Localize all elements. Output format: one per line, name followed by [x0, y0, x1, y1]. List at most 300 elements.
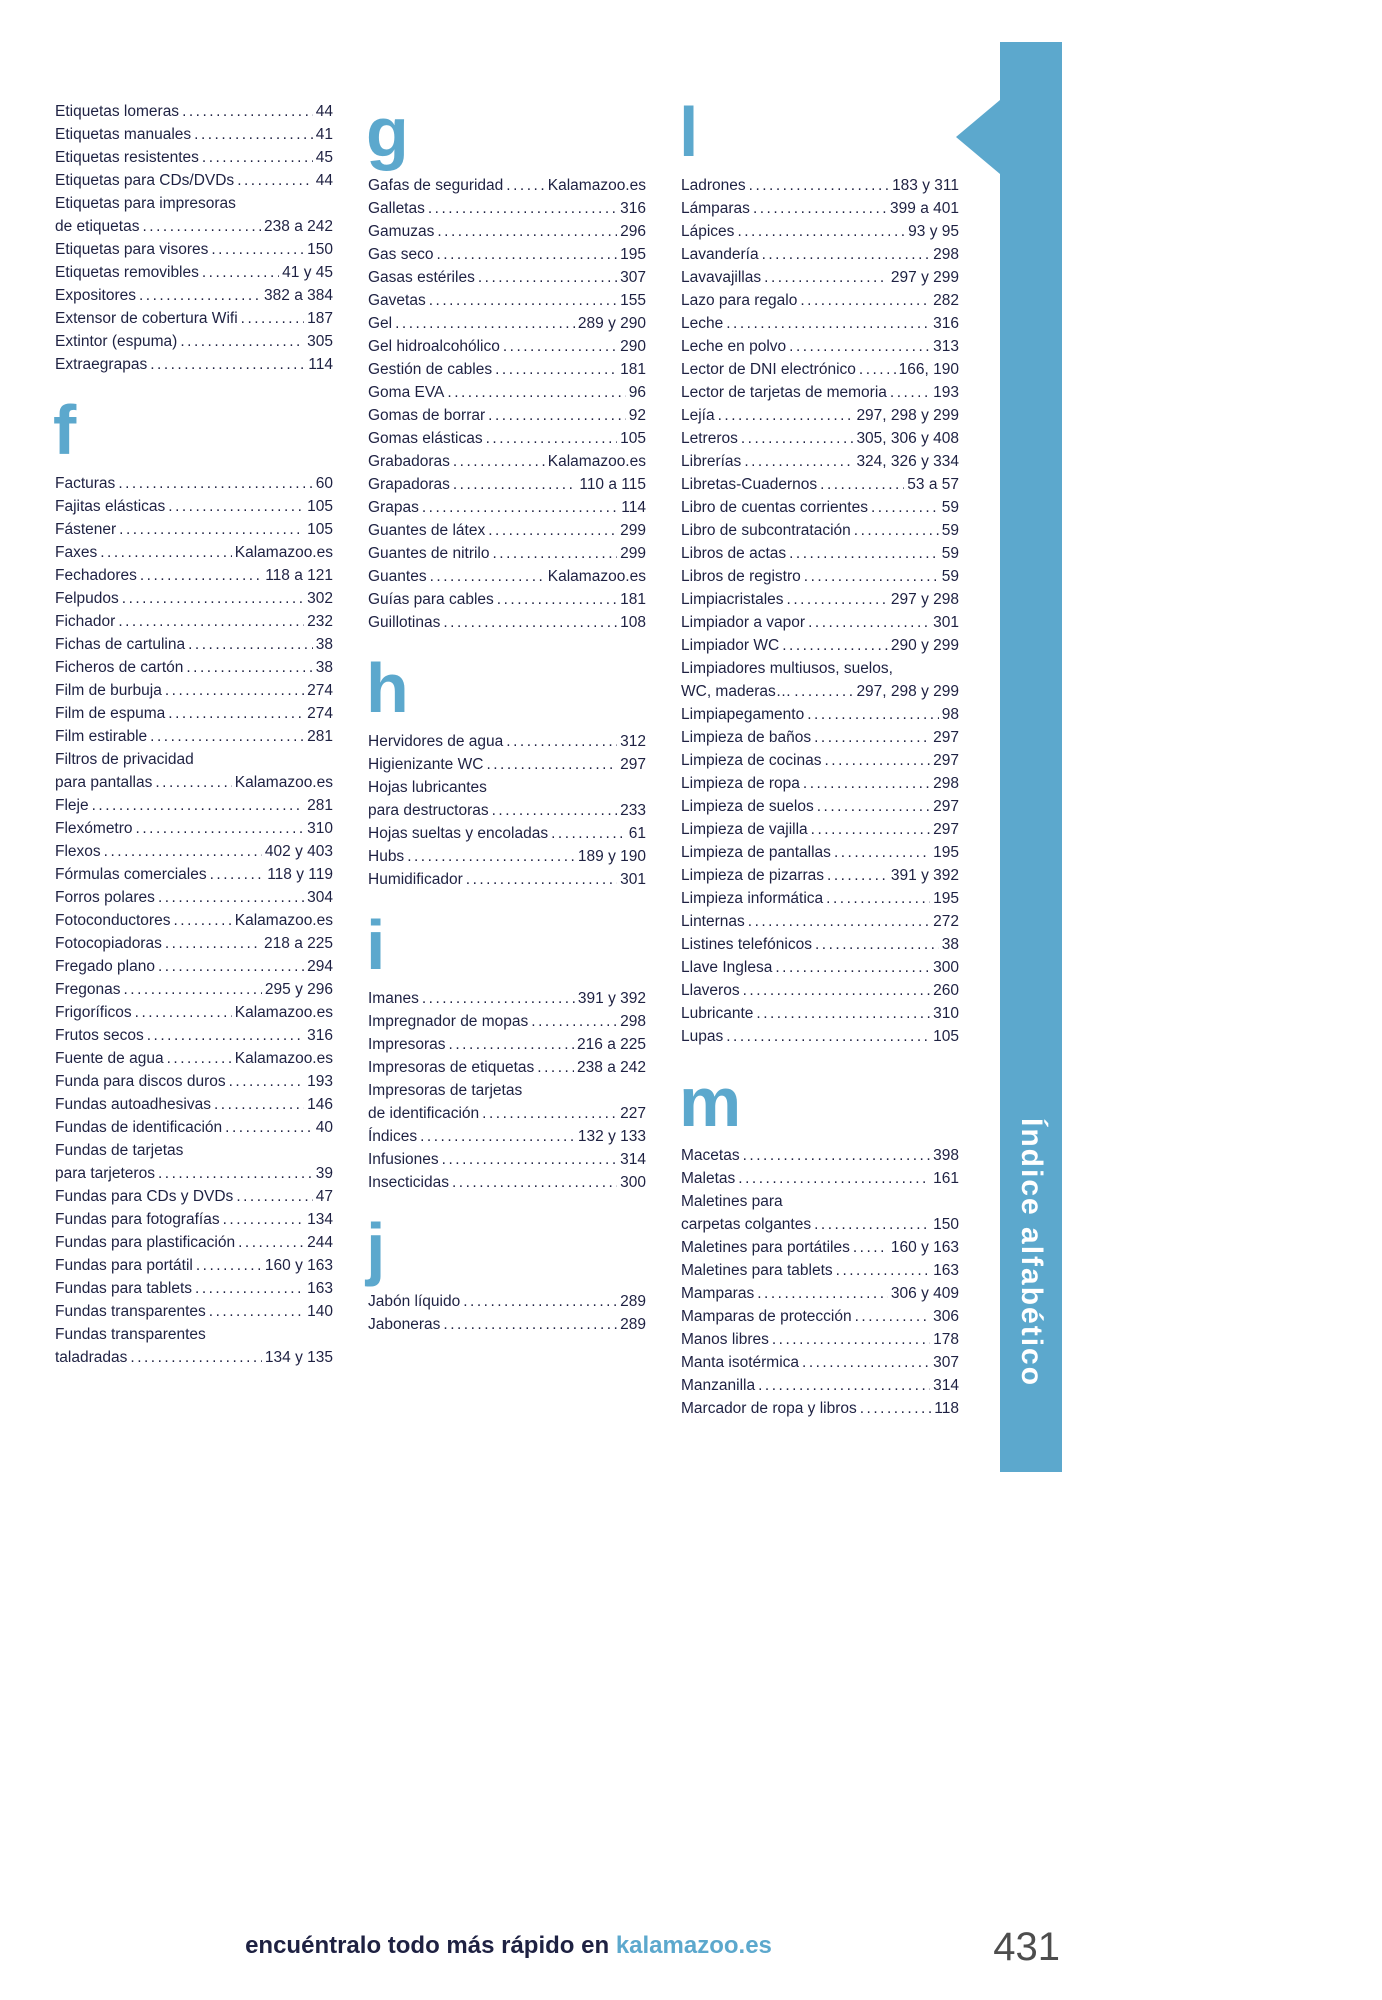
entry-label: Manta isotérmica: [681, 1354, 800, 1371]
index-entry: [368, 381, 646, 404]
entry-page-reference: 53 a 57: [907, 476, 959, 493]
entry-page-reference: 306: [933, 1308, 959, 1325]
dot-leader: [814, 1213, 930, 1236]
entry-page-reference: 134: [307, 1211, 333, 1228]
dot-leader: [800, 289, 930, 312]
index-entry: [55, 330, 333, 353]
index-entry: [55, 518, 333, 541]
entry-label: Gafas de seguridad: [368, 177, 504, 194]
index-entry: [55, 817, 333, 840]
entry-label: Limpiapegamento: [681, 706, 805, 723]
entry-page-reference: 300: [620, 1174, 646, 1191]
entry-page-reference: 160 y 163: [890, 1239, 959, 1256]
footer-tagline: [55, 1932, 962, 1960]
entry-page-reference: 163: [307, 1280, 333, 1297]
dot-leader: [452, 1171, 617, 1194]
index-entry: [681, 1236, 959, 1259]
entry-page-reference: 193: [307, 1073, 333, 1090]
entry-page-reference: 181: [620, 591, 646, 608]
entry-label: Frutos secos: [55, 1027, 144, 1044]
entry-page-reference: 166, 190: [898, 361, 959, 378]
dot-leader: [165, 679, 304, 702]
index-entry: [681, 1167, 959, 1190]
entry-page-reference: 316: [620, 200, 646, 217]
entry-label: Leche: [681, 315, 724, 332]
dot-leader: [150, 725, 304, 748]
entry-label: Impregnador de mopas: [368, 1013, 529, 1030]
index-entry: [368, 1148, 646, 1171]
entry-label: Flexómetro: [55, 820, 133, 837]
index-entry: [681, 1374, 959, 1397]
dot-leader: [726, 312, 930, 335]
index-entry: [55, 495, 333, 518]
footer-site-link[interactable]: kalamazoo.es: [615, 1932, 772, 1959]
index-entry: [681, 1144, 959, 1167]
sidebar-vertical-label: Índice alfabético: [1015, 1117, 1048, 1387]
entry-page-reference: Kalamazoo.es: [234, 1050, 333, 1067]
entry-label: Ficheros de cartón: [55, 659, 184, 676]
dot-leader: [447, 381, 625, 404]
dot-leader: [194, 123, 313, 146]
section-letter: h: [366, 649, 409, 727]
index-entry: [681, 565, 959, 588]
entry-label: Etiquetas para visores: [55, 241, 209, 258]
entry-label: Lámparas: [681, 200, 750, 217]
dot-leader: [188, 633, 313, 656]
dot-leader: [738, 1167, 930, 1190]
entry-page-reference: 298: [620, 1013, 646, 1030]
dot-leader: [815, 933, 939, 956]
dot-leader: [142, 215, 261, 238]
index-entry: [368, 197, 646, 220]
entry-label: Limpieza de vajilla: [681, 821, 808, 838]
entry-label: Mamparas de protección: [681, 1308, 852, 1325]
index-entry: [681, 1025, 959, 1048]
dot-leader: [443, 611, 617, 634]
entry-label: Fundas de identificación: [55, 1119, 223, 1136]
index-entry: [681, 381, 959, 404]
index-entry: [368, 1313, 646, 1336]
entry-label: Fichador: [55, 613, 116, 630]
dot-leader: [436, 243, 617, 266]
index-entry: [55, 978, 333, 1001]
entry-label: Lavavajillas: [681, 269, 762, 286]
entry-label: Film de burbuja: [55, 682, 162, 699]
entry-label: Maletines para portátiles: [681, 1239, 850, 1256]
dot-leader: [789, 335, 930, 358]
entry-page-reference: 105: [307, 521, 333, 538]
entry-page-reference: 297, 298 y 299: [856, 683, 959, 700]
entry-page-reference: 238 a 242: [577, 1059, 646, 1076]
dot-leader: [420, 1125, 575, 1148]
dot-leader: [135, 1001, 232, 1024]
index-entry: [368, 753, 646, 776]
entry-label: Felpudos: [55, 590, 119, 607]
entry-label: de etiquetas: [55, 218, 140, 235]
entry-label: Gas seco: [368, 246, 434, 263]
entry-label: Extensor de cobertura Wifi: [55, 310, 238, 327]
entry-page-reference: 297: [933, 752, 959, 769]
entry-label: Etiquetas resistentes: [55, 149, 199, 166]
entry-page-reference: 305: [307, 333, 333, 350]
dot-leader: [826, 887, 930, 910]
entry-page-reference: 93 y 95: [908, 223, 959, 240]
entry-label: Fundas autoadhesivas: [55, 1096, 211, 1113]
dot-leader: [506, 174, 544, 197]
entry-page-reference: 300: [933, 959, 959, 976]
entry-label: Lector de DNI electrónico: [681, 361, 856, 378]
entry-label: Faxes: [55, 544, 98, 561]
dot-leader: [890, 381, 930, 404]
index-entry: [681, 1328, 959, 1351]
dot-leader: [537, 1056, 574, 1079]
entry-label: Fregonas: [55, 981, 121, 998]
index-entry: [55, 353, 333, 376]
index-entry: [681, 1190, 959, 1236]
index-entry: [55, 564, 333, 587]
entry-page-reference: 178: [933, 1331, 959, 1348]
entry-label: Limpieza de pantallas: [681, 844, 831, 861]
entry-label: Guías para cables: [368, 591, 494, 608]
entry-page-reference: 114: [308, 356, 333, 373]
entry-label: Insecticidas: [368, 1174, 449, 1191]
entry-page-reference: 297 y 298: [890, 591, 959, 608]
entry-label: Galletas: [368, 200, 425, 217]
entry-label: Lazo para regalo: [681, 292, 798, 309]
entry-page-reference: 189 y 190: [577, 848, 646, 865]
dot-leader: [150, 353, 305, 376]
index-entry: [55, 748, 333, 794]
entry-label: Infusiones: [368, 1151, 439, 1168]
dot-leader: [789, 542, 939, 565]
index-entry: [368, 1171, 646, 1194]
entry-label: Mamparas: [681, 1285, 755, 1302]
dot-leader: [158, 1162, 313, 1185]
entry-label: Linternas: [681, 913, 745, 930]
entry-label-line1: Impresoras de tarjetas: [368, 1082, 523, 1099]
index-entry: [681, 795, 959, 818]
entry-label: Limpieza de cocinas: [681, 752, 822, 769]
index-entry: [55, 307, 333, 330]
entry-label: para tarjeteros: [55, 1165, 155, 1182]
dot-leader: [92, 794, 305, 817]
entry-label: WC, maderas…: [681, 683, 792, 700]
entry-page-reference: 118: [934, 1400, 959, 1417]
index-entry: [681, 1002, 959, 1025]
dot-leader: [211, 238, 304, 261]
index-column: [366, 93, 646, 1336]
index-entry: [681, 542, 959, 565]
dot-leader: [794, 680, 853, 703]
entry-label: Imanes: [368, 990, 419, 1007]
entry-label: Hojas sueltas y encoladas: [368, 825, 549, 842]
index-entry: [55, 656, 333, 679]
index-entry: [368, 1010, 646, 1033]
dot-leader: [495, 358, 617, 381]
entry-page-reference: 391 y 392: [577, 990, 646, 1007]
entry-label: Libros de registro: [681, 568, 801, 585]
index-entry: [681, 404, 959, 427]
entry-label: Expositores: [55, 287, 136, 304]
entry-label: Extintor (espuma): [55, 333, 178, 350]
entry-label: Lubricante: [681, 1005, 754, 1022]
dot-leader: [195, 1277, 304, 1300]
index-entry: [681, 174, 959, 197]
dot-leader: [787, 588, 888, 611]
dot-leader: [531, 1010, 617, 1033]
entry-label: Fotoconductores: [55, 912, 171, 929]
entry-label: Ladrones: [681, 177, 746, 194]
dot-leader: [140, 564, 262, 587]
index-entry: [368, 845, 646, 868]
entry-label: Extraegrapas: [55, 356, 148, 373]
entry-page-reference: 146: [307, 1096, 333, 1113]
entry-label: Impresoras: [368, 1036, 446, 1053]
dot-leader: [449, 1033, 575, 1056]
entry-page-reference: 38: [315, 636, 333, 653]
entry-page-reference: 312: [620, 733, 646, 750]
entry-label: Fichas de cartulina: [55, 636, 186, 653]
dot-leader: [225, 1116, 313, 1139]
dot-leader: [443, 1313, 617, 1336]
index-entry: [55, 238, 333, 261]
index-entry: [55, 1300, 333, 1323]
entry-label: Listines telefónicos: [681, 936, 812, 953]
entry-page-reference: Kalamazoo.es: [234, 912, 333, 929]
entry-label: Etiquetas manuales: [55, 126, 192, 143]
entry-page-reference: 244: [307, 1234, 333, 1251]
entry-page-reference: 108: [620, 614, 646, 631]
dot-leader: [741, 427, 854, 450]
dot-leader: [497, 588, 617, 611]
index-entry: [681, 726, 959, 749]
entry-label: Etiquetas removibles: [55, 264, 199, 281]
entry-page-reference: 298: [933, 246, 959, 263]
entry-page-reference: 105: [307, 498, 333, 515]
index-entry: [55, 146, 333, 169]
index-entry: [681, 496, 959, 519]
index-entry: [368, 335, 646, 358]
dot-leader: [437, 220, 617, 243]
tab-arrow-icon: [956, 100, 1000, 174]
index-entry: [681, 519, 959, 542]
entry-page-reference: 39: [315, 1165, 333, 1182]
entry-page-reference: 290: [620, 338, 646, 355]
entry-page-reference: 238 a 242: [264, 218, 333, 235]
entry-page-reference: 40: [315, 1119, 333, 1136]
entry-page-reference: 272: [933, 913, 959, 930]
dot-leader: [743, 979, 931, 1002]
dot-leader: [853, 1236, 888, 1259]
dot-leader: [429, 289, 617, 312]
dot-leader: [229, 1070, 305, 1093]
entry-label: Guillotinas: [368, 614, 441, 631]
dot-leader: [202, 146, 313, 169]
index-entry: [55, 1323, 333, 1369]
dot-leader: [158, 886, 304, 909]
entry-page-reference: Kalamazoo.es: [234, 544, 333, 561]
entry-label: Lavandería: [681, 246, 759, 263]
section-letter: i: [366, 906, 386, 984]
entry-page-reference: 274: [307, 682, 333, 699]
index-entry: [368, 404, 646, 427]
index-entry: [681, 933, 959, 956]
index-entry: [55, 1024, 333, 1047]
entry-label: carpetas colgantes: [681, 1216, 812, 1233]
dot-leader: [214, 1093, 304, 1116]
entry-page-reference: 187: [307, 310, 333, 327]
index-entry: [55, 1093, 333, 1116]
dot-leader: [551, 822, 626, 845]
entry-page-reference: 302: [307, 590, 333, 607]
entry-label: para destructoras: [368, 802, 489, 819]
entry-label: Libro de cuentas corrientes: [681, 499, 868, 516]
entry-page-reference: 181: [620, 361, 646, 378]
entry-label: Limpieza informática: [681, 890, 824, 907]
index-entry: [55, 679, 333, 702]
entry-label: Fuente de agua: [55, 1050, 164, 1067]
entry-page-reference: 114: [621, 499, 646, 516]
index-entry: [55, 169, 333, 192]
entry-page-reference: 233: [620, 802, 646, 819]
index-entry: [55, 192, 333, 238]
dot-leader: [486, 753, 617, 776]
dot-leader: [737, 220, 905, 243]
index-entry: [681, 243, 959, 266]
dot-leader: [430, 565, 545, 588]
entry-page-reference: Kalamazoo.es: [234, 774, 333, 791]
entry-page-reference: 163: [933, 1262, 959, 1279]
index-entry: [55, 1116, 333, 1139]
dot-leader: [814, 726, 930, 749]
index-column: [55, 100, 333, 1369]
dot-leader: [236, 1185, 312, 1208]
index-entry: [681, 335, 959, 358]
entry-page-reference: 160 y 163: [264, 1257, 333, 1274]
entry-label-line1: Fundas transparentes: [55, 1326, 206, 1343]
index-entry: [55, 1001, 333, 1024]
entry-page-reference: 61: [628, 825, 646, 842]
entry-label: Gasas estériles: [368, 269, 475, 286]
dot-leader: [718, 404, 854, 427]
index-entry: [368, 496, 646, 519]
dot-leader: [139, 284, 261, 307]
entry-page-reference: 260: [933, 982, 959, 999]
dot-leader: [223, 1208, 305, 1231]
dot-leader: [168, 702, 304, 725]
index-entry: [55, 932, 333, 955]
entry-page-reference: 105: [620, 430, 646, 447]
dot-leader: [180, 330, 304, 353]
index-entry: [681, 864, 959, 887]
index-entry: [681, 634, 959, 657]
entry-page-reference: 47: [315, 1188, 333, 1205]
index-entry: [681, 956, 959, 979]
entry-label: Marcador de ropa y libros: [681, 1400, 857, 1417]
dot-leader: [488, 519, 617, 542]
dot-leader: [407, 845, 575, 868]
entry-page-reference: 307: [933, 1354, 959, 1371]
entry-label: Fundas para tablets: [55, 1280, 193, 1297]
entry-label: Libro de subcontratación: [681, 522, 851, 539]
index-entry: [368, 588, 646, 611]
index-entry: [368, 542, 646, 565]
dot-leader: [836, 1259, 930, 1282]
entry-page-reference: 59: [941, 522, 959, 539]
dot-leader: [428, 197, 617, 220]
entry-label: Letreros: [681, 430, 738, 447]
dot-leader: [871, 496, 939, 519]
entry-page-reference: 296: [620, 223, 646, 240]
index-entry: [681, 772, 959, 795]
dot-leader: [182, 100, 313, 123]
entry-page-reference: 92: [628, 407, 646, 424]
entry-page-reference: 183 y 311: [892, 177, 959, 194]
entry-label: Guantes de látex: [368, 522, 486, 539]
entry-label: Libros de actas: [681, 545, 787, 562]
entry-page-reference: 274: [307, 705, 333, 722]
entry-label-line1: Hojas lubricantes: [368, 779, 487, 796]
entry-label: Jaboneras: [368, 1316, 441, 1333]
index-entry: [368, 289, 646, 312]
entry-page-reference: 297, 298 y 299: [856, 407, 959, 424]
index-entry: [681, 611, 959, 634]
entry-label-line1: Maletines para: [681, 1193, 783, 1210]
dot-leader: [202, 261, 279, 284]
dot-leader: [854, 519, 939, 542]
entry-page-reference: 391 y 392: [890, 867, 959, 884]
entry-page-reference: 218 a 225: [264, 935, 333, 952]
entry-page-reference: 310: [933, 1005, 959, 1022]
entry-page-reference: 399 a 401: [890, 200, 959, 217]
entry-page-reference: 140: [307, 1303, 333, 1320]
index-entry: [681, 749, 959, 772]
entry-page-reference: 294: [307, 958, 333, 975]
index-entry: [368, 868, 646, 891]
index-entry: [681, 841, 959, 864]
index-entry: [55, 123, 333, 146]
index-entry: [55, 1277, 333, 1300]
entry-label: Limpiador WC: [681, 637, 780, 654]
entry-label: Manos libres: [681, 1331, 769, 1348]
dot-leader: [478, 266, 617, 289]
dot-leader: [453, 473, 576, 496]
index-entry: [681, 1351, 959, 1374]
entry-label-line1: Limpiadores multiusos, suelos,: [681, 660, 893, 677]
dot-leader: [104, 840, 262, 863]
dot-leader: [860, 1397, 932, 1420]
index-entry: [55, 863, 333, 886]
dot-leader: [168, 495, 304, 518]
index-entry: [681, 588, 959, 611]
entry-label: Gavetas: [368, 292, 426, 309]
entry-label: Guantes de nitrilo: [368, 545, 490, 562]
entry-label: Maletas: [681, 1170, 736, 1187]
dot-leader: [807, 703, 939, 726]
entry-page-reference: 118 y 119: [267, 866, 333, 883]
entry-label: Fástener: [55, 521, 117, 538]
entry-page-reference: 44: [315, 103, 333, 120]
entry-label: Limpieza de baños: [681, 729, 812, 746]
index-entry: [681, 1282, 959, 1305]
entry-label: Fundas para portátil: [55, 1257, 193, 1274]
index-entry: [368, 519, 646, 542]
entry-label: Fotocopiadoras: [55, 935, 162, 952]
dot-leader: [749, 174, 889, 197]
dot-leader: [453, 450, 545, 473]
dot-leader: [486, 427, 618, 450]
entry-label: Etiquetas lomeras: [55, 103, 180, 120]
